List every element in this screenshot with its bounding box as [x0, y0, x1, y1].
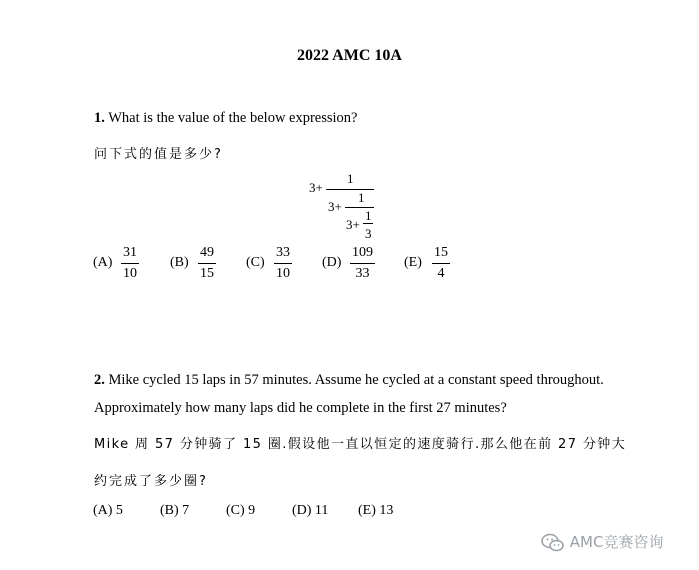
choice-label: (E): [404, 255, 422, 270]
choice-label: (D): [322, 255, 342, 270]
choice-fraction: [432, 245, 450, 282]
numerator: 31: [123, 245, 137, 260]
choice-label: (B): [170, 255, 189, 270]
fraction-bar: [198, 263, 216, 264]
choice-label: (C): [246, 255, 265, 270]
cf-outer-bar: [326, 189, 374, 190]
numerator: 15: [434, 245, 448, 260]
question-2-line-2: Approximately how many laps did he complete in the first 27 minutes?: [94, 400, 507, 416]
fraction-bar: [432, 263, 450, 264]
denominator: 15: [200, 266, 214, 281]
choice-fraction: [121, 245, 139, 282]
fraction-bar: [121, 263, 139, 264]
question-1-chinese: 问下式的值是多少?: [94, 147, 223, 162]
watermark-text: AMC竞赛咨询: [569, 533, 664, 551]
numerator: 33: [276, 245, 290, 260]
choice-fraction: [198, 245, 216, 282]
choice-label: (A): [93, 255, 113, 270]
cf-outer-whole: 3+: [309, 180, 323, 195]
answer-a: (A) 5: [93, 503, 123, 518]
denominator: 10: [123, 266, 137, 281]
answer-c: (C) 9: [226, 503, 256, 518]
page-title: 2022 AMC 10A: [297, 47, 402, 64]
question-2: [94, 372, 604, 389]
denominator: 10: [276, 266, 290, 281]
cf-mid-whole: 3+: [328, 199, 342, 214]
cf-inner-whole: 3+: [346, 217, 360, 232]
cf-inner-denominator: 3: [365, 226, 372, 241]
question-1-number: 1.: [94, 110, 105, 126]
question-2-chinese-2: 约完成了多少圈?: [94, 474, 208, 489]
numerator: 109: [352, 245, 373, 260]
choice-fraction: [274, 245, 292, 282]
question-2-number: 2.: [94, 372, 105, 388]
cf-mid-numerator: 1: [358, 190, 365, 205]
question-2-chinese-1: Mike 周 57 分钟骑了 15 圈.假设他一直以恒定的速度骑行.那么他在前 27 分钟大: [94, 437, 627, 452]
watermark: [541, 531, 663, 553]
wechat-icon: [541, 533, 570, 551]
cf-inner-numerator: 1: [365, 208, 372, 223]
question-2-line-1: Mike cycled 15 laps in 57 minutes. Assume he cycled at a constant speed throughout.: [108, 372, 604, 388]
cf-outer-numerator: 1: [347, 171, 354, 186]
fraction-bar: [274, 263, 292, 264]
denominator: 4: [437, 266, 445, 281]
denominator: 33: [355, 266, 370, 281]
cf-inner-bar: [363, 223, 373, 224]
question-1: [94, 110, 358, 127]
answer-d: (D) 11: [292, 503, 329, 518]
choice-fraction: [350, 245, 375, 282]
question-1-text: What is the value of the below expression?: [108, 110, 358, 126]
answer-b: (B) 7: [160, 503, 190, 518]
numerator: 49: [200, 245, 214, 260]
answer-e: (E) 13: [358, 503, 394, 518]
fraction-bar: [350, 263, 375, 264]
